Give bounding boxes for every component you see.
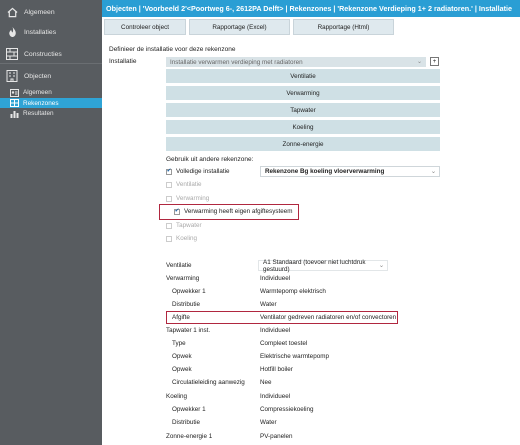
koeling-button[interactable]: Koeling bbox=[166, 120, 440, 134]
checkbox-label: Koeling bbox=[176, 235, 198, 242]
summary-value: Individueel bbox=[260, 275, 291, 282]
define-label: Definieer de installatie voor deze rekenzone bbox=[109, 46, 236, 53]
checkbox-checked-icon: ✔ bbox=[174, 207, 180, 214]
checkbox-verwarming[interactable] bbox=[166, 195, 209, 202]
ventilatie-select[interactable] bbox=[258, 260, 388, 271]
sidebar-item-label: Algemeen bbox=[24, 8, 55, 16]
checkbox-label: Volledige installatie bbox=[176, 168, 230, 175]
chevron-down-icon: ⌄ bbox=[416, 59, 422, 65]
checkbox-empty-icon bbox=[166, 236, 172, 242]
sidebar-item-objecten[interactable] bbox=[0, 68, 102, 84]
zones-icon bbox=[10, 99, 19, 108]
zonne-energie-button[interactable]: Zonne-energie bbox=[166, 137, 440, 151]
summary-value: Elektrische warmtepomp bbox=[260, 353, 329, 360]
checkbox-label: Verwarming bbox=[176, 195, 210, 202]
tab-rapportage-excel[interactable]: Rapportage (Excel) bbox=[189, 19, 290, 35]
sidebar-subitem-algemeen[interactable] bbox=[0, 88, 102, 97]
checkbox-tapwater[interactable] bbox=[166, 222, 202, 229]
summary-label: Zonne-energie 1 bbox=[166, 433, 213, 440]
summary-value: Individueel bbox=[260, 327, 291, 334]
checkbox-koeling[interactable] bbox=[166, 235, 197, 242]
checkbox-ventilatie[interactable] bbox=[166, 181, 202, 188]
ventilatie-select-value: A1 Standaard (toevoer niet luchtdruk gestuurd) bbox=[263, 258, 366, 273]
summary-value: Compressiekoeling bbox=[260, 406, 314, 413]
summary-label: Afgifte bbox=[172, 314, 190, 321]
summary-label: Type bbox=[172, 340, 186, 347]
summary-label: Circulatieleiding aanwezig bbox=[172, 379, 245, 386]
summary-label: Opwek bbox=[172, 353, 192, 360]
summary-label: Opwek bbox=[172, 366, 192, 373]
sidebar-item-label: Rekenzones bbox=[23, 99, 59, 107]
chevron-down-icon: ⌄ bbox=[378, 262, 384, 269]
sidebar-item-label: Constructies bbox=[24, 50, 62, 58]
sidebar-item-label: Installaties bbox=[24, 28, 57, 36]
checkbox-label: Verwarming heeft eigen afgiftesysteem bbox=[184, 208, 293, 215]
sidebar-subitem-resultaten[interactable] bbox=[0, 109, 102, 118]
wall-icon bbox=[6, 48, 18, 60]
checkbox-label: Tapwater bbox=[176, 222, 202, 229]
summary-label: Tapwater 1 inst. bbox=[166, 327, 211, 334]
tab-bar bbox=[102, 17, 520, 35]
summary-label: Koeling bbox=[166, 393, 188, 400]
summary-value: Nee bbox=[260, 379, 272, 386]
checkbox-empty-icon bbox=[166, 223, 172, 229]
zone-select[interactable] bbox=[260, 166, 440, 177]
checkbox-empty-icon bbox=[166, 196, 172, 202]
tab-rapportage-html[interactable]: Rapportage (Html) bbox=[293, 19, 394, 35]
add-icon: + bbox=[432, 58, 437, 65]
checkbox-label: Ventilatie bbox=[176, 181, 202, 188]
use-other-zone-label: Gebruik uit andere rekenzone: bbox=[166, 156, 254, 163]
summary-label: Opwekker 1 bbox=[172, 406, 206, 413]
summary-value: Hotfill boiler bbox=[260, 366, 293, 373]
building-icon bbox=[6, 70, 18, 82]
summary-label: Distributie bbox=[172, 301, 200, 308]
sidebar-item-algemeen[interactable] bbox=[0, 4, 102, 20]
sidebar-subitem-rekenzones[interactable] bbox=[0, 98, 102, 108]
summary-value: Warmtepomp elektrisch bbox=[260, 288, 326, 295]
page-title: Objecten | 'Voorbeeld 2'<Poortweg 6-, 2612PA Delft> | Rekenzones | 'Rekenzone Verdieping 1+ 2 radiatoren.' | Installatie bbox=[102, 0, 520, 17]
summary-value: Water bbox=[260, 301, 277, 308]
installatie-label: Installatie bbox=[109, 58, 137, 65]
summary-label: Verwarming bbox=[166, 275, 200, 282]
sidebar bbox=[0, 0, 102, 445]
flame-icon bbox=[6, 26, 18, 38]
ventilatie-button[interactable]: Ventilatie bbox=[166, 69, 440, 83]
summary-value: Compleet toestel bbox=[260, 340, 308, 347]
home-icon bbox=[6, 6, 18, 18]
chevron-down-icon: ⌄ bbox=[430, 168, 436, 175]
sidebar-item-constructies[interactable] bbox=[0, 46, 102, 62]
sidebar-item-label: Resultaten bbox=[23, 110, 54, 117]
info-card-icon bbox=[10, 88, 19, 97]
summary-value: PV-panelen bbox=[260, 433, 293, 440]
summary-label: Opwekker 1 bbox=[172, 288, 206, 295]
summary-label: Distributie bbox=[172, 419, 200, 426]
sidebar-item-installaties[interactable] bbox=[0, 24, 102, 40]
bar-chart-icon bbox=[10, 109, 19, 118]
verwarming-button[interactable]: Verwarming bbox=[166, 86, 440, 100]
summary-value: Water bbox=[260, 419, 277, 426]
sidebar-item-label: Objecten bbox=[24, 72, 52, 80]
summary-value: Individueel bbox=[260, 393, 291, 400]
sidebar-item-label: Algemeen bbox=[23, 89, 52, 96]
installatie-select[interactable] bbox=[166, 57, 426, 67]
summary-value: Ventilator gedreven radiatoren en/of convectoren bbox=[260, 314, 397, 321]
tapwater-button[interactable]: Tapwater bbox=[166, 103, 440, 117]
checkbox-checked-icon: ✔ bbox=[166, 167, 172, 174]
checkbox-volledige-installatie[interactable] bbox=[166, 168, 230, 175]
main-content bbox=[102, 35, 520, 445]
add-installatie-button[interactable] bbox=[430, 57, 439, 66]
installatie-value: Installatie verwarmen verdieping met radiatoren bbox=[170, 58, 303, 66]
checkbox-empty-icon bbox=[166, 182, 172, 188]
summary-label: Ventilatie bbox=[166, 262, 192, 269]
divider bbox=[0, 63, 102, 64]
checkbox-eigen-afgiftesysteem[interactable] bbox=[174, 208, 293, 215]
tab-controleer-object[interactable]: Controleer object bbox=[104, 19, 186, 35]
zone-select-value: Rekenzone Bg koeling vloerverwarming bbox=[265, 168, 385, 175]
